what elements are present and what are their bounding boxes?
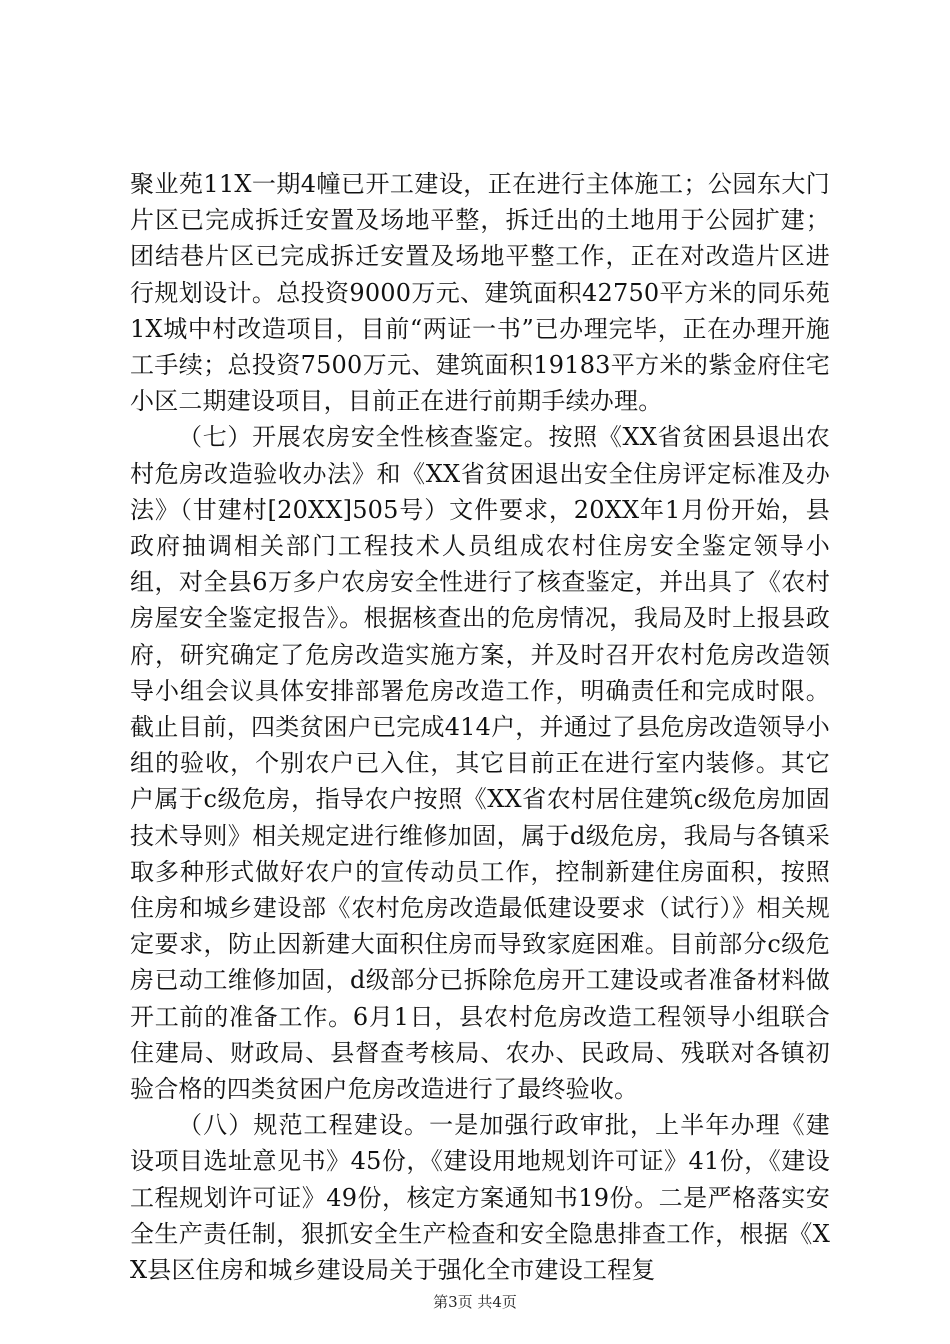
document-body: [130, 166, 830, 1288]
paragraph-section-8-construction: （八）规范工程建设。一是加强行政审批，上半年办理《建设项目选址意见书》45份，《建设用地规划许可证》41份，《建设工程规划许可证》49份，核定方案通知书19份。二是严格落实安全生产责任制，狠抓安全生产检查和安全隐患排查工作，根据《XX县区住房和城乡建设局关于强化全市建设工程复: [130, 1111, 830, 1285]
paragraph-section-7-housing-safety: （七）开展农房安全性核查鉴定。按照《XX省贫困县退出农村危房改造验收办法》和《XX省贫困退出安全住房评定标准及办法》（甘建村[20XX]505号）文件要求，20XX年1月份开始，县政府抽调相关部门工程技术人员组成农村住房安全鉴定领导小组，对全县6万多户农房安全性进行了核查鉴定，并出具了《农村房屋安全鉴定报告》。根据核查出的危房情况，我局及时上报县政府，研究确定了危房改造实施方案，并及时召开农村危房改造领导小组会议具体安排部署危房改造工作，明确责任和完成时限。截止目前，四类贫困户已完成414户，并通过了县危房改造领导小组的验收，个别农户已入住，其它目前正在进行室内装修。其它户属于c级危房，指导农户按照《XX省农村居住建筑c级危房加固技术导则》相关规定进行维修加固，属于d级危房，我局与各镇采取多种形式做好农户的宣传动员工作，控制新建住房面积，按照住房和城乡建设部《农村危房改造最低建设要求（试行）》相关规定要求，防止因新建大面积住房而导致家庭困难。目前部分c级危房已动工维修加固，d级部分已拆除危房开工建设或者准备材料做开工前的准备工作。6月1日，县农村危房改造工程领导小组联合住建局、财政局、县督查考核局、农办、民政局、残联对各镇初验合格的四类贫困户危房改造进行了最终验收。: [130, 423, 830, 1104]
page-number-footer: 第3页 共4页: [433, 1293, 517, 1311]
paragraph-continued-urban-renewal: 聚业苑11X一期4幢已开工建设，正在进行主体施工；公园东大门片区已完成拆迁安置及场地平整，拆迁出的土地用于公园扩建；团结巷片区已完成拆迁安置及场地平整工作，正在对改造片区进行规划设计。总投资9000万元、建筑面积42750平方米的同乐苑1X城中村改造项目，目前“两证一书”已办理完毕，正在办理开施工手续；总投资7500万元、建筑面积19183平方米的紫金府住宅小区二期建设项目，目前正在进行前期手续办理。: [130, 170, 830, 416]
